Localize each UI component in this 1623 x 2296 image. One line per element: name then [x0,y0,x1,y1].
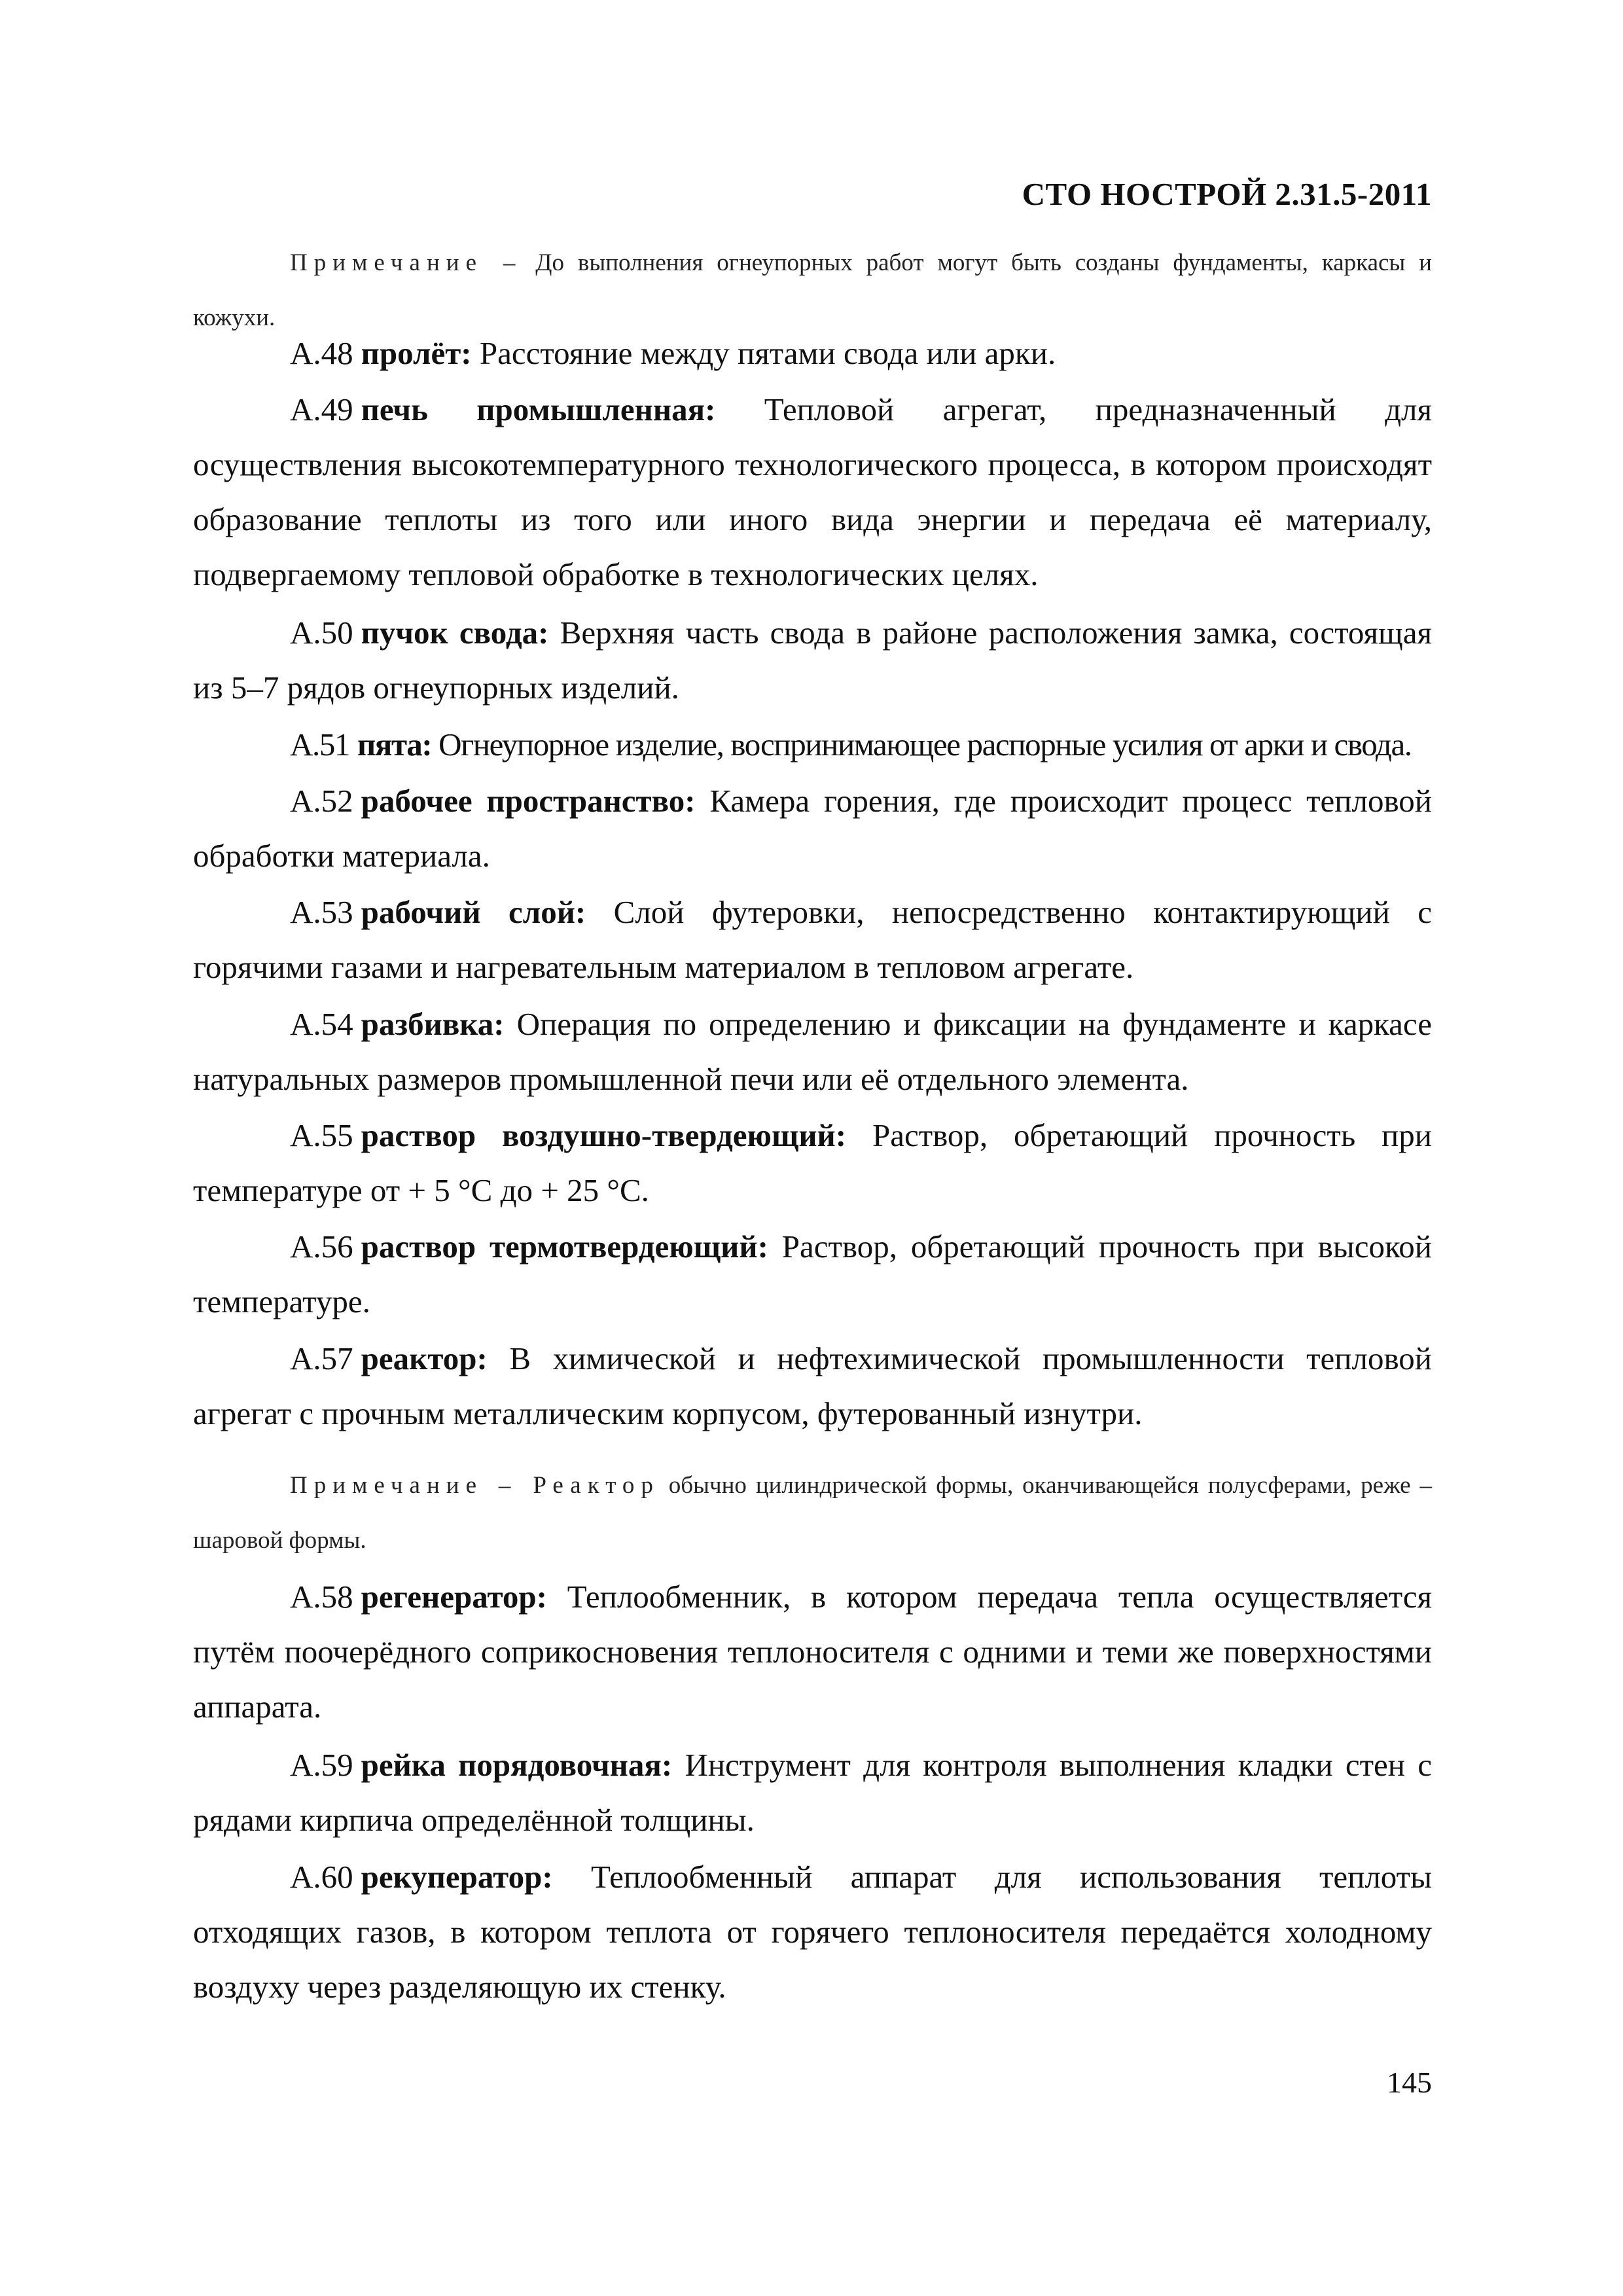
entry-term: пучок свода: [361,615,549,651]
entry-a60 [193,1850,1432,2015]
entry-a48 [193,326,1432,381]
entry-number: А.51 [290,726,350,762]
entry-term: регенератор: [361,1579,547,1615]
entry-a53 [193,885,1432,995]
entry-number: А.49 [290,391,353,427]
entry-a54 [193,997,1432,1107]
entry-definition: Теплообменник, в котором передача тепла осуществляется путём поочерёдного соприкосновения теплоносителя с одними и теми же поверхностями аппарата. [193,1579,1432,1725]
entry-term: раствор воздушно-твердеющий: [361,1117,847,1153]
entry-term: рабочий слой: [361,894,586,930]
entry-a59 [193,1738,1432,1848]
entry-number: А.52 [290,783,353,819]
note-text: обычно цилиндрической формы, оканчивающейся полусферами, реже – шаровой формы. [193,1472,1433,1554]
entry-number: А.57 [290,1340,353,1376]
entry-definition: Верхняя часть свода в районе расположения замка, состоящая из 5–7 рядов огнеупорных изделий. [193,615,1433,706]
entry-number: А.59 [290,1747,353,1783]
entry-term: реактор: [361,1340,488,1376]
entry-number: А.53 [290,894,353,930]
entry-a57 [193,1331,1432,1441]
note-reactor [193,1458,1432,1568]
entry-term: печь промышленная: [361,391,716,427]
entry-definition: Инструмент для контроля выполнения кладки стен с рядами кирпича определённой толщины. [193,1747,1432,1838]
entry-term: пята: [357,726,432,762]
entry-a56 [193,1219,1432,1329]
entry-term: рабочее пространство: [361,783,696,819]
note-lead: Примечание – [290,249,522,276]
entry-a52 [193,774,1432,884]
entry-definition: Слой футеровки, непосредственно контактирующий с горячими газами и нагревательным материалом в тепловом агрегате. [193,894,1432,985]
entry-term: пролёт: [361,335,472,371]
entry-term: разбивка: [361,1006,505,1042]
page-number: 145 [1387,2066,1432,2099]
entry-number: А.58 [290,1579,353,1615]
entry-definition: Тепловой агрегат, предназначенный для осуществления высокотемпературного технологического процесса, в котором происходят образование теплоты из того или иного вида энергии и передача её материалу, подвергаемому тепловой обработке в технологических целях. [193,391,1432,592]
entry-a49 [193,382,1432,602]
entry-definition: Камера горения, где происходит процесс тепловой обработки материала. [193,783,1432,874]
entry-number: А.54 [290,1006,353,1042]
entry-term: раствор термотвердеющий: [361,1229,768,1265]
entry-definition: Раствор, обретающий прочность при высокой температуре. [193,1229,1433,1319]
note-lead: Примечание – Реактор [290,1472,660,1499]
entry-definition: В химической и нефтехимической промышленности тепловой агрегат с прочным металлическим корпусом, футерованный изнутри. [193,1340,1432,1431]
entry-a58 [193,1570,1432,1734]
entry-a55 [193,1108,1432,1218]
entry-number: А.60 [290,1859,353,1895]
entry-definition: Расстояние между пятами свода или арки. [471,335,1056,371]
entry-term: рейка порядовочная: [361,1747,673,1783]
entry-definition: Операция по определению и фиксации на фундаменте и каркасе натуральных размеров промышленной печи или её отдельного элемента. [193,1006,1432,1097]
entry-number: А.55 [290,1117,353,1153]
document-code-header: СТО НОСТРОЙ 2.31.5-2011 [1022,176,1432,212]
entry-definition: Теплообменный аппарат для использования теплоты отходящих газов, в котором теплота от горячего теплоносителя передаётся холодному воздуху через разделяющую их стенку. [193,1859,1432,2005]
entry-number: А.50 [290,615,353,651]
entry-definition: Огнеупорное изделие, воспринимающее распорные усилия от арки и свода. [431,726,1412,762]
entry-a50 [193,605,1432,715]
entry-number: А.56 [290,1229,353,1265]
entry-number: А.48 [290,335,353,371]
entry-term: рекуператор: [361,1859,553,1895]
entry-a51 [193,717,1432,772]
note-text: До выполнения огнеупорных работ могут быть созданы фундаменты, каркасы и кожухи. [193,249,1432,331]
entry-definition: Раствор, обретающий прочность при температуре от + 5 °С до + 25 °С. [193,1117,1432,1208]
